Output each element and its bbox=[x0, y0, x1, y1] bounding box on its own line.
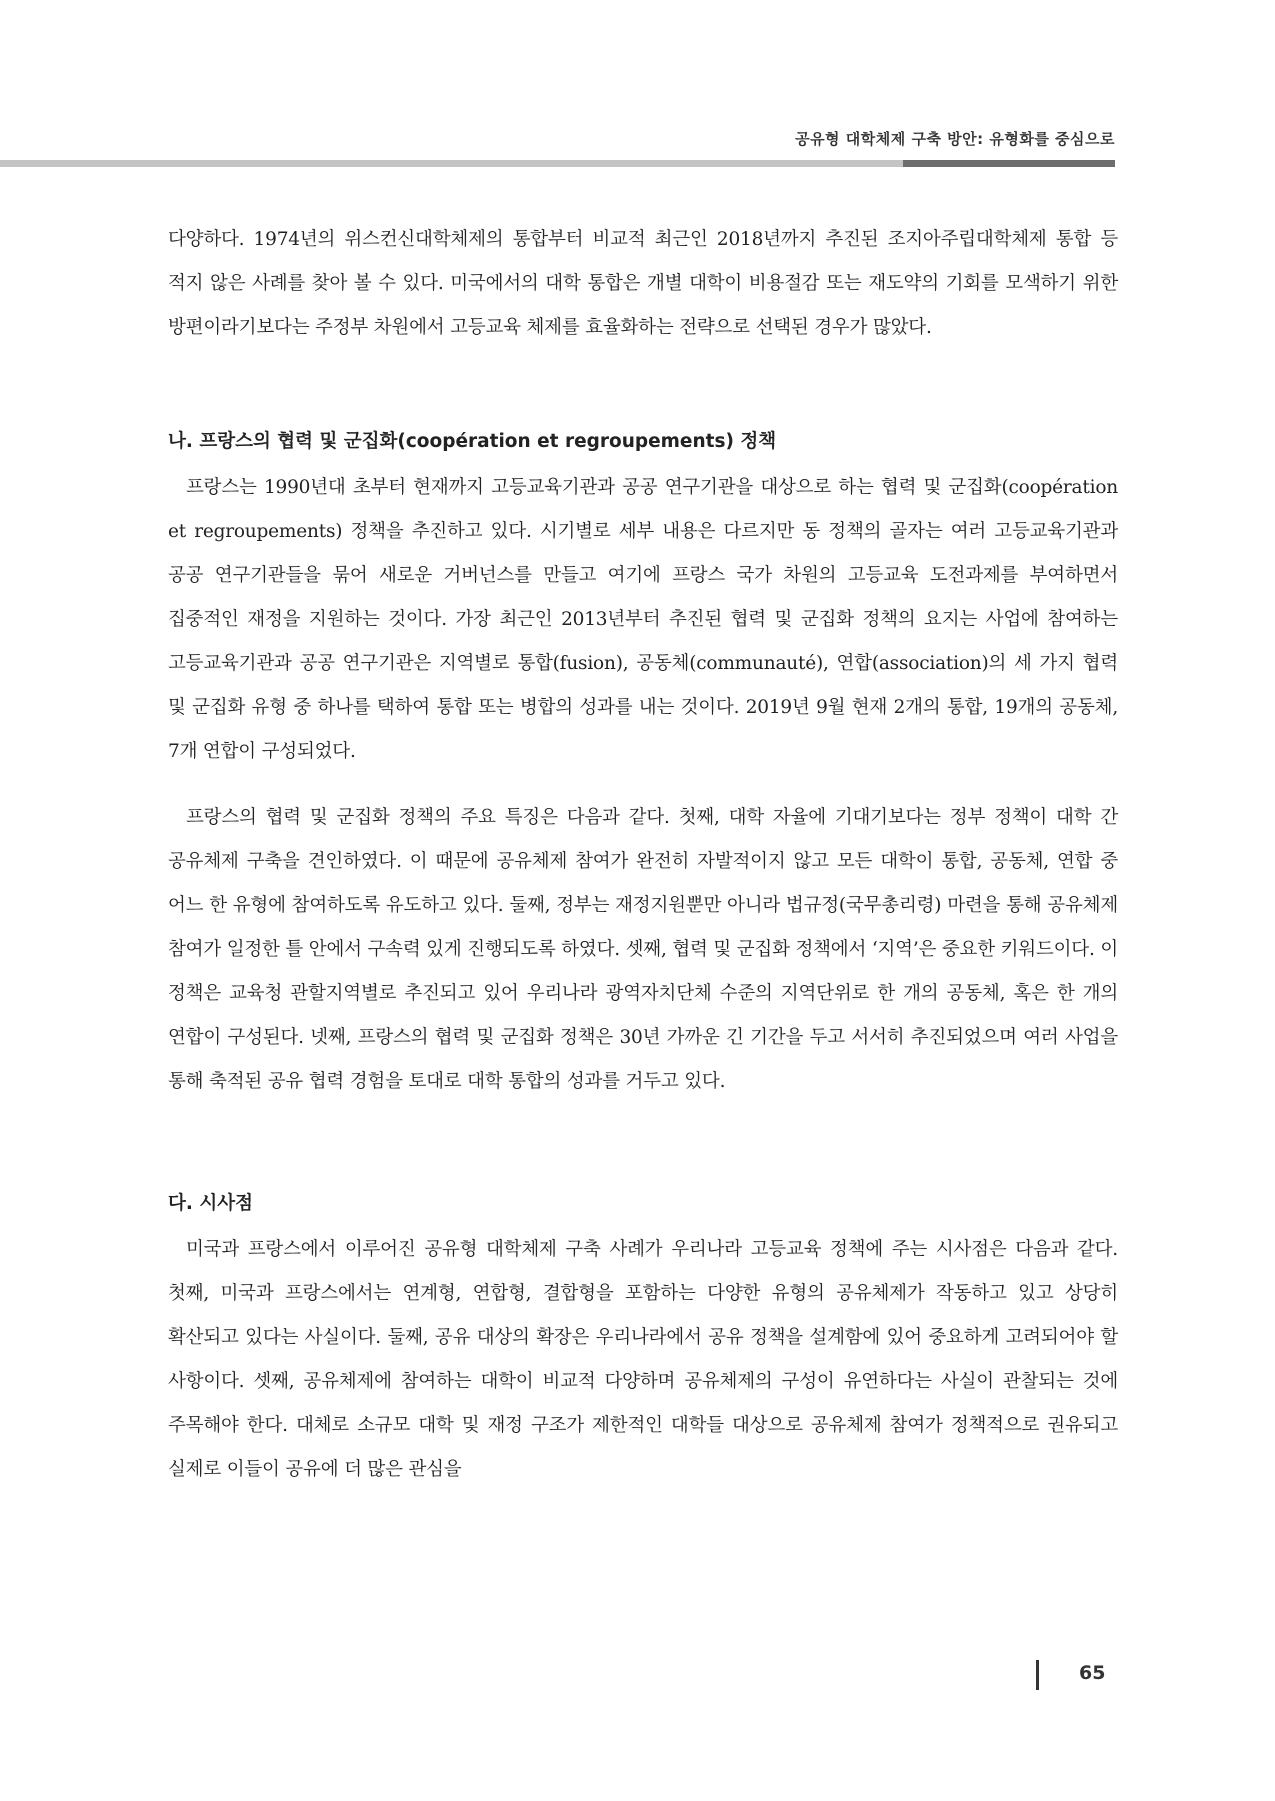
header-rule-dark-segment bbox=[903, 160, 1115, 167]
paragraph-spacer bbox=[168, 774, 1118, 796]
intro-paragraph: 다양하다. 1974년의 위스컨신대학체제의 통합부터 비교적 최근인 2018년까지 추진된 조지아주립대학체제 통합 등 적지 않은 사례를 찾아 볼 수 있다. 미국에서의 대학 통합은 개별 대학이 비용절감 또는 재도약의 기회를 모색하기 위한 방편이라기보다는 주정부 차원에서 고등교육 체제를 효율화하는 전략으로 선택된 경우가 많았다. bbox=[168, 229, 1118, 338]
header-rule bbox=[0, 160, 1115, 167]
footer-divider-bar bbox=[1036, 1660, 1039, 1690]
france-paragraph-1: 프랑스는 1990년대 초부터 현재까지 고등교육기관과 공공 연구기관을 대상으로 하는 협력 및 군집화(coopération et regroupements) 정책을 추진하고 있다. 시기별로 세부 내용은 다르지만 동 정책의 골자는 여러 고등교육기관과 공공 연구기관들을 묶어 새로운 거버넌스를 만들고 여기에 프랑스 국가 차원의 고등교육 도전과제를 부여하면서 집중적인 재정을 지원하는 것이다. 가장 최근인 2013년부터 추진된 협력 및 군집화 정책의 요지는 사업에 참여하는 고등교육기관과 공공 연구기관은 지역별로 통합(fusion), 공동체(communauté), 연합(association)의 세 가지 협력 및 군집화 유형 중 하나를 택하여 통합 또는 병합의 성과를 내는 것이다. 2019년 9월 현재 2개의 통합, 19개의 공동체, 7개 연합이 구성되었다. bbox=[168, 477, 1118, 762]
france-paragraph-2: 프랑스의 협력 및 군집화 정책의 주요 특징은 다음과 같다. 첫째, 대학 자율에 기대기보다는 정부 정책이 대학 간 공유체제 구축을 견인하였다. 이 때문에 공유체제 참여가 완전히 자발적이지 않고 모든 대학이 통합, 공동체, 연합 중 어느 한 유형에 참여하도록 유도하고 있다. 둘째, 정부는 재정지원뿐만 아니라 법규정(국무총리령) 마련을 통해 공유체제 참여가 일정한 틀 안에서 구속력 있게 진행되도록 하였다. 셋째, 협력 및 군집화 정책에서 ‘지역’은 중요한 키워드이다. 이 정책은 교육청 관할지역별로 추진되고 있어 우리나라 광역자치단체 수준의 지역단위로 한 개의 공동체, 혹은 한 개의 연합이 구성된다. 넷째, 프랑스의 협력 및 군집화 정책은 30년 가까운 긴 기간을 두고 서서히 추진되었으며 여러 사업을 통해 축적된 공유 협력 경험을 토대로 대학 통합의 성과를 거두고 있다. bbox=[168, 807, 1118, 1092]
page-body bbox=[168, 218, 1118, 1492]
header-rule-light-segment bbox=[0, 160, 903, 167]
page-number: 65 bbox=[1079, 1662, 1106, 1684]
section-heading-france: 나. 프랑스의 협력 및 군집화(coopération et regroupements) 정책 bbox=[168, 431, 777, 452]
running-header-title: 공유형 대학체제 구축 방안: 유형화를 중심으로 bbox=[795, 130, 1115, 148]
implications-paragraph-1: 미국과 프랑스에서 이루어진 공유형 대학체제 구축 사례가 우리나라 고등교육 정책에 주는 시사점은 다음과 같다. 첫째, 미국과 프랑스에서는 연계형, 연합형, 결합형을 포함하는 다양한 유형의 공유체제가 작동하고 있고 상당히 확산되고 있다는 사실이다. 둘째, 공유 대상의 확장은 우리나라에서 공유 정책을 설계함에 있어 중요하게 고려되어야 할 사항이다. 셋째, 공유체제에 참여하는 대학이 비교적 다양하며 공유체제의 구성이 유연하다는 사실이 관찰되는 것에 주목해야 한다. 대체로 소규모 대학 및 재정 구조가 제한적인 대학들 대상으로 공유체제 참여가 정책적으로 권유되고 실제로 이들이 공유에 더 많은 관심을 bbox=[168, 1239, 1118, 1480]
section-heading-implications: 다. 시사점 bbox=[168, 1193, 253, 1214]
